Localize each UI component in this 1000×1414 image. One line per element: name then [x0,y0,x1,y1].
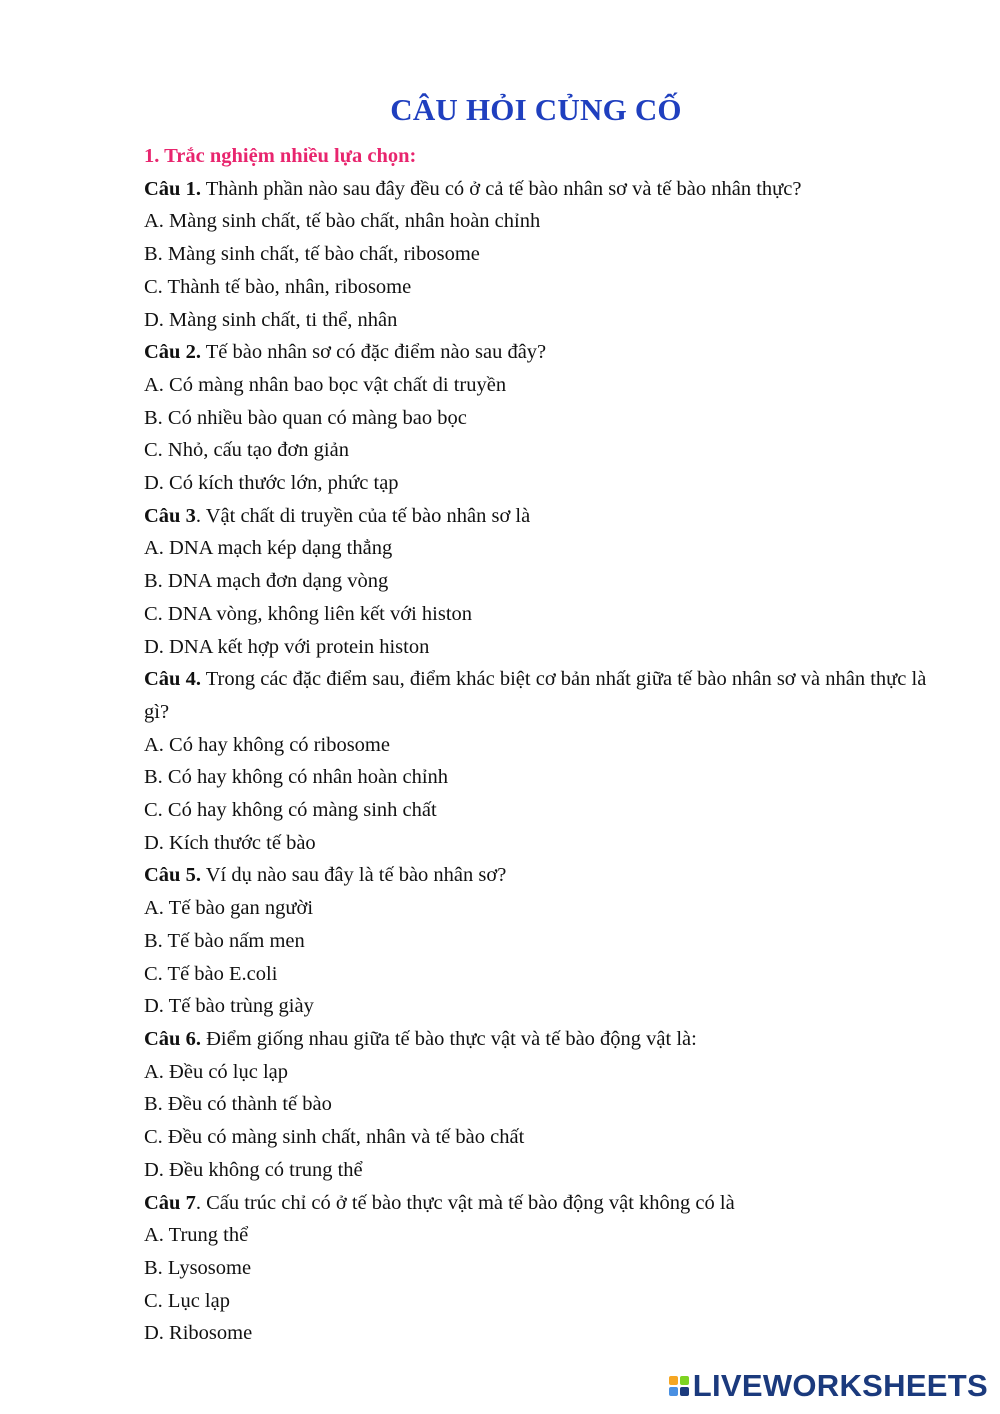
question-3 [144,500,934,533]
answer-option: A. Có hay không có ribosome [144,733,390,756]
answer-option: D. DNA kết hợp với protein histon [144,635,430,658]
answer-option: D. Tế bào trùng giày [144,995,314,1018]
logo-text: LIVEWORKSHEETS [692,1368,988,1403]
answer-option: C. Đều có màng sinh chất, nhân và tế bào chất [144,1126,525,1149]
answer-option: C. Nhỏ, cấu tạo đơn giản [144,439,349,462]
answer-option: B. Tế bào nấm men [144,929,305,952]
logo-square-1 [669,1376,678,1385]
answer-option: A. Trung thể [144,1224,249,1247]
answer-option: C. Tế bào E.coli [144,962,278,985]
answer-option: C. DNA vòng, không liên kết với histon [144,602,473,625]
answer-option: C. Thành tế bào, nhân, ribosome [144,275,412,298]
answer-option: B. Đều có thành tế bào [144,1093,332,1116]
answer-option: C. Có hay không có màng sinh chất [144,799,437,822]
question-list [144,173,934,1350]
question-label: Câu 2. [144,341,201,364]
answer-option: A. DNA mạch kép dạng thẳng [144,537,393,560]
answer-option: A. Đều có lục lạp [144,1060,289,1083]
answer-option: D. Ribosome [144,1322,253,1345]
question-label: Câu 3 [144,504,196,527]
answer-option: D. Kích thước tế bào [144,831,316,854]
logo-square-2 [680,1376,689,1385]
question-7 [144,1187,934,1220]
answer-option: A. Có màng nhân bao bọc vật chất di truyền [144,373,507,396]
question-text: Trong các đặc điểm sau, điểm khác biệt cơ bản nhất giữa tế bào nhân sơ và nhân thực là gì? [144,668,927,723]
answer-option: A. Tế bào gan người [144,897,314,920]
answer-option: D. Đều không có trung thể [144,1158,363,1181]
question-label: Câu 7 [144,1191,196,1214]
logo-square-4 [680,1387,689,1396]
answer-option: D. Màng sinh chất, ti thể, nhân [144,308,398,331]
worksheet-content [144,140,934,1350]
answer-option: B. Màng sinh chất, tế bào chất, ribosome [144,243,480,266]
answer-option: B. Có hay không có nhân hoàn chỉnh [144,766,449,789]
logo-square-3 [669,1387,678,1396]
section-heading: 1. Trắc nghiệm nhiều lựa chọn: [144,145,417,167]
answer-option: B. Lysosome [144,1256,252,1279]
answer-option: B. Có nhiều bào quan có màng bao bọc [144,406,467,429]
question-5 [144,859,934,892]
question-label: Câu 1. [144,177,201,200]
page-title: CÂU HỎI CỦNG CỐ [390,92,682,127]
logo-icon [669,1376,689,1396]
answer-option: C. Lục lạp [144,1289,230,1312]
question-text: Tế bào nhân sơ có đặc điểm nào sau đây? [200,341,547,364]
question-text: . Vật chất di truyền của tế bào nhân sơ là [195,504,531,527]
liveworksheets-logo [669,1368,988,1404]
question-text: . Cấu trúc chỉ có ở tế bào thực vật mà tế bào động vật không có là [195,1191,735,1214]
answer-option: B. DNA mạch đơn dạng vòng [144,570,389,593]
answer-option: D. Có kích thước lớn, phức tạp [144,472,399,495]
question-6 [144,1023,934,1056]
question-4 [144,663,934,728]
answer-option: A. Màng sinh chất, tế bào chất, nhân hoàn chỉnh [144,210,541,233]
question-label: Câu 4. [144,668,201,691]
question-label: Câu 5. [144,864,201,887]
question-label: Câu 6. [144,1027,201,1050]
question-text: Ví dụ nào sau đây là tế bào nhân sơ? [200,864,507,887]
question-2 [144,336,934,369]
question-text: Thành phần nào sau đây đều có ở cả tế bào nhân sơ và tế bào nhân thực? [200,177,802,200]
question-1 [144,173,934,206]
question-text: Điểm giống nhau giữa tế bào thực vật và tế bào động vật là: [200,1027,697,1050]
